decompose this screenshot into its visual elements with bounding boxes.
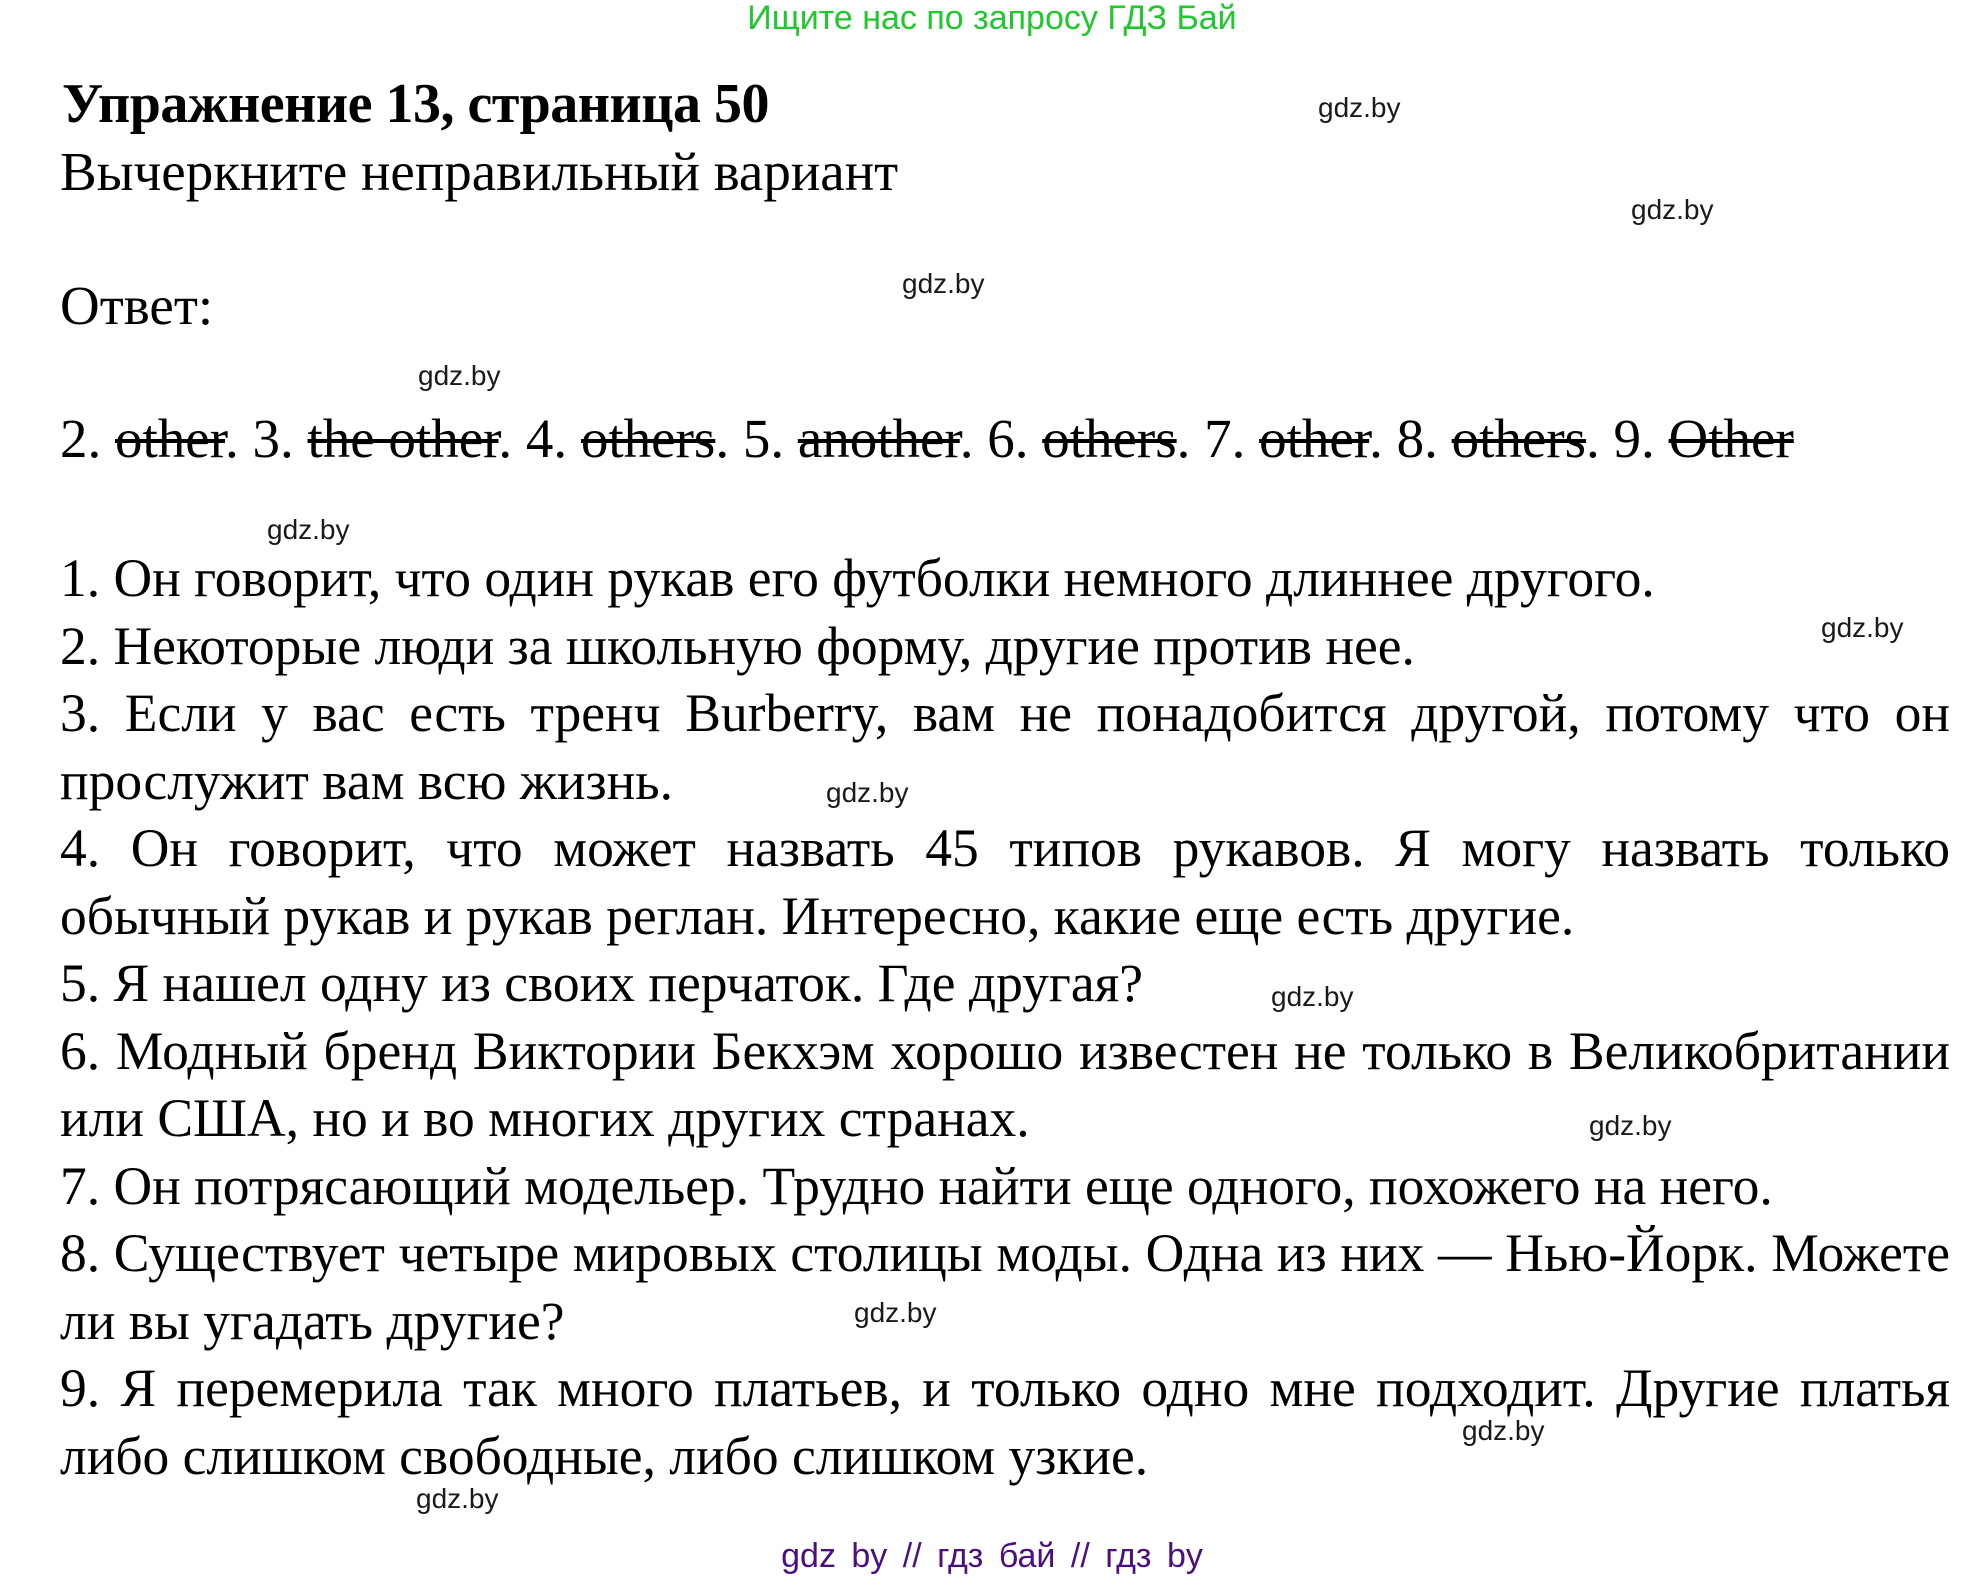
struck-word: others <box>1451 408 1587 469</box>
search-banner: Ищите нас по запросу ГДЗ Бай <box>747 0 1237 37</box>
struck-word: others <box>1042 408 1177 469</box>
watermark-text: gdz.by <box>418 360 501 391</box>
footer-brand: gdz by // гдз бай // гдз by <box>781 1537 1203 1575</box>
watermark-text: gdz.by <box>416 1483 499 1514</box>
page-title: Упражнение 13, страница 50 <box>62 73 770 135</box>
watermark-text: gdz.by <box>902 268 985 299</box>
answer-item: 2. other. <box>60 408 253 469</box>
watermark-text: gdz.by <box>1271 981 1354 1012</box>
answer-label: Ответ: <box>60 275 214 336</box>
translations-list <box>60 545 1950 1490</box>
translation-item: 8. Существует четыре мировых столицы моды. Одна из них — Нью-Йорк. Можете ли вы угадать другие? <box>60 1223 1950 1351</box>
struck-word: other <box>115 408 225 469</box>
struck-word: others <box>580 408 716 469</box>
translation-item: 6. Модный бренд Виктории Бекхэм хорошо известен не только в Великобритании или США, но и во многих других странах. <box>60 1020 1950 1148</box>
answer-item: 8. others. <box>1396 408 1614 469</box>
watermark-text: gdz.by <box>267 514 350 545</box>
watermark-text: gdz.by <box>854 1297 937 1328</box>
translation-item: 4. Он говорит, что может назвать 45 типов рукавов. Я могу назвать только обычный рукав и рукав реглан. Интересно, какие еще есть другие. <box>60 818 1950 946</box>
answers-line <box>60 407 1794 471</box>
task-instruction: Вычеркните неправильный вариант <box>60 141 899 202</box>
answer-item: 6. others. <box>987 408 1205 469</box>
watermark-text: gdz.by <box>1631 194 1714 225</box>
translation-item: 3. Если у вас есть тренч Burberry, вам не понадобится другой, потому что он прослужит вам всю жизнь. <box>60 683 1950 811</box>
watermark-text: gdz.by <box>1821 612 1904 643</box>
struck-word: the other <box>307 408 499 469</box>
answer-item: 5. another. <box>742 408 988 469</box>
struck-word: another <box>797 408 960 469</box>
watermark-text: gdz.by <box>1462 1415 1545 1446</box>
watermark-text: gdz.by <box>826 777 909 808</box>
translation-item: 7. Он потрясающий модельер. Трудно найти еще одного, похожего на него. <box>60 1155 1773 1216</box>
watermark-text: gdz.by <box>1318 92 1401 123</box>
struck-word: Other <box>1668 408 1794 469</box>
translation-item: 1. Он говорит, что один рукав его футболки немного длиннее другого. <box>60 548 1655 608</box>
watermark-text: gdz.by <box>1589 1110 1672 1141</box>
answer-item: 4. others. <box>525 408 743 469</box>
answer-item: 7. other. <box>1204 408 1397 469</box>
answer-item: 3. the other. <box>252 408 526 469</box>
translation-item: 2. Некоторые люди за школьную форму, другие против нее. <box>60 615 1415 676</box>
struck-word: other <box>1259 408 1370 469</box>
translation-item: 9. Я перемерила так много платьев, и только одно мне подходит. Другие платья либо слишком свободные, либо слишком узкие. <box>60 1358 1950 1486</box>
translation-item: 5. Я нашел одну из своих перчаток. Где другая? <box>60 953 1143 1013</box>
answer-item: 9. Other <box>1613 408 1794 469</box>
